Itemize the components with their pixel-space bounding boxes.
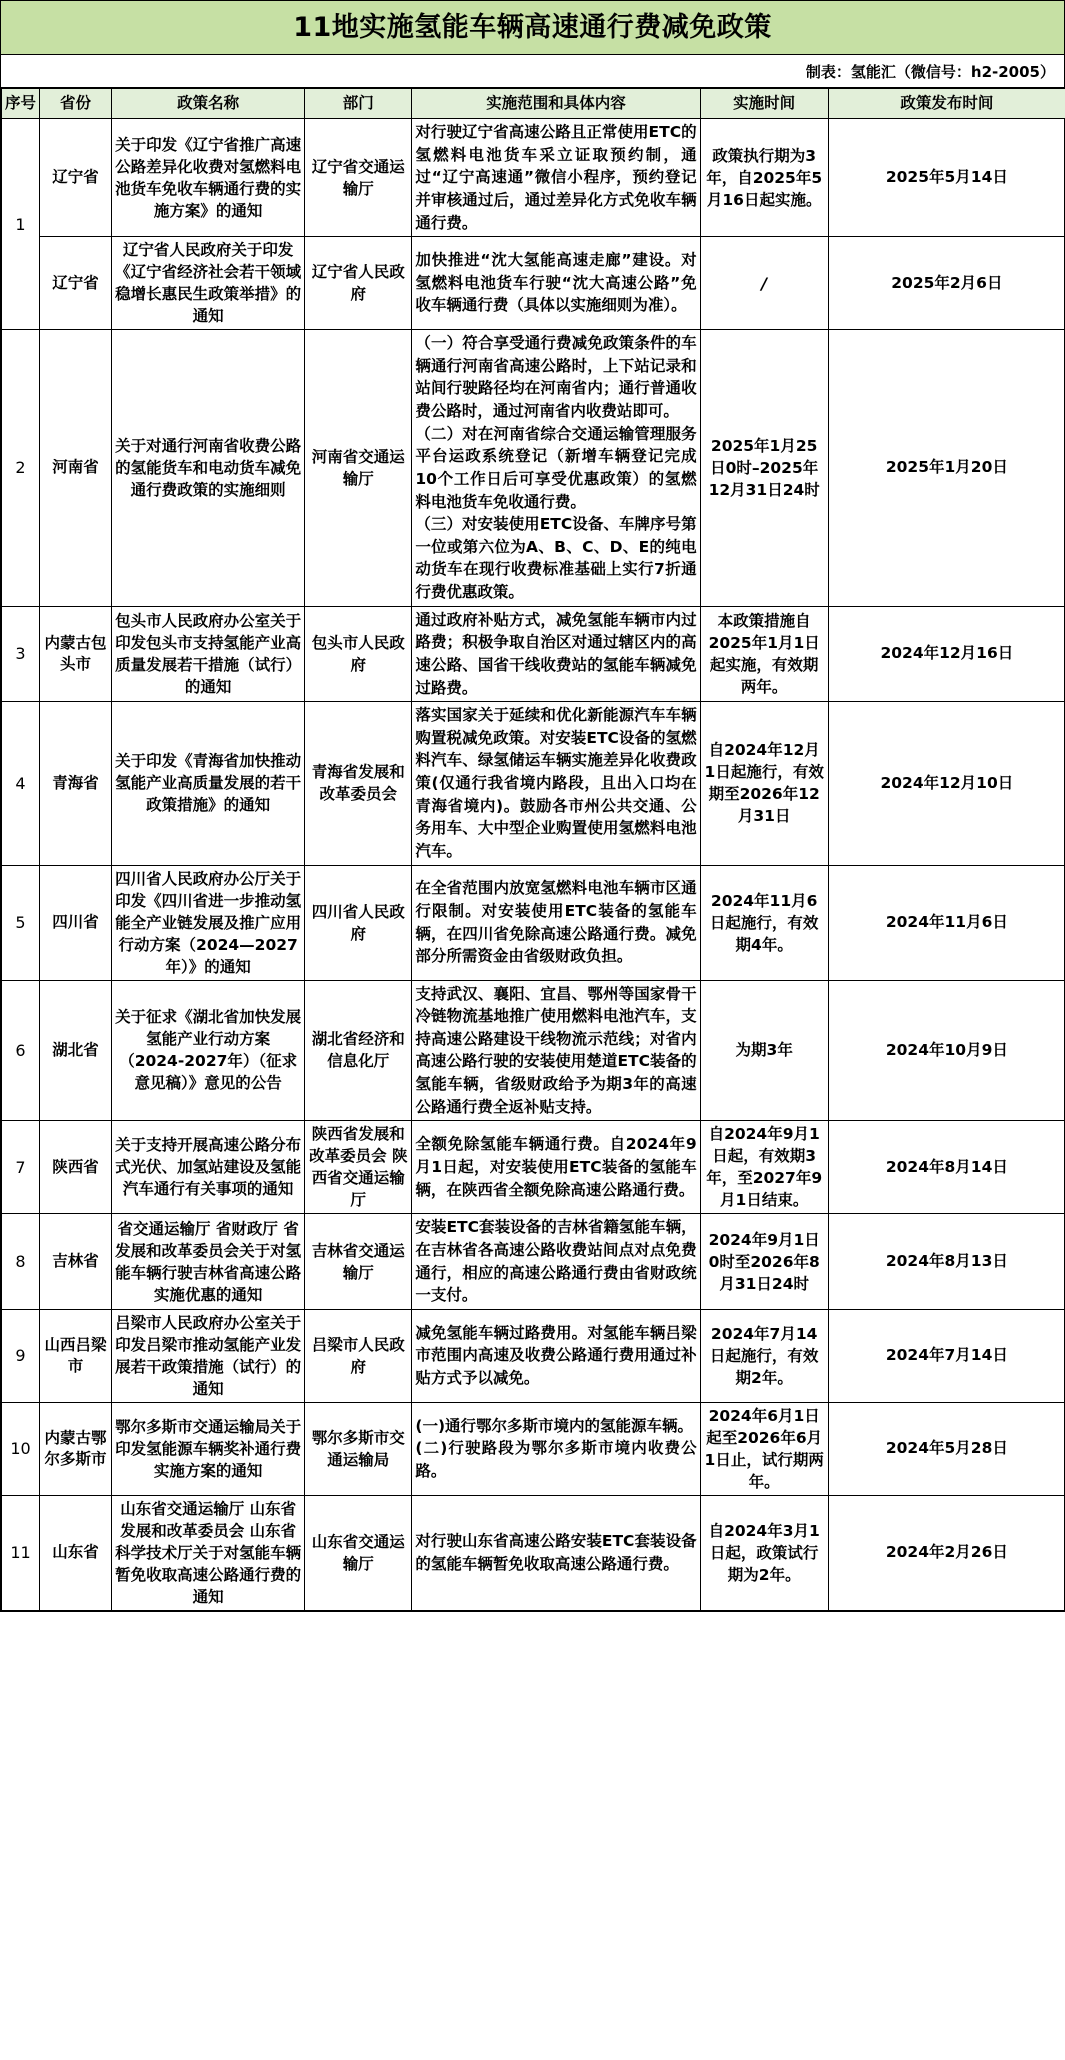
policy-table xyxy=(1,88,1065,1611)
cell-policy-name: 鄂尔多斯市交通运输局关于印发氢能源车辆奖补通行费实施方案的通知 xyxy=(112,1402,305,1495)
cell-province: 山西吕梁市 xyxy=(40,1309,112,1402)
cell-department: 河南省交通运输厅 xyxy=(305,330,412,607)
table-row xyxy=(2,119,1065,237)
cell-scope: 在全省范围内放宽氢燃料电池车辆市区通行限制。对安装使用ETC装备的氢能车辆，在四川省免除高速公路通行费。减免部分所需资金由省级财政负担。 xyxy=(412,865,700,980)
cell-policy-name: 辽宁省人民政府关于印发《辽宁省经济社会若干领域稳增长惠民生政策举措》的通知 xyxy=(112,237,305,330)
cell-publish: 2025年1月20日 xyxy=(828,330,1065,607)
cell-province: 四川省 xyxy=(40,865,112,980)
cell-index: 6 xyxy=(2,980,40,1121)
table-row xyxy=(2,702,1065,865)
cell-scope: 对行驶辽宁省高速公路且正常使用ETC的氢燃料电池货车采立证取预约制，通过“辽宁高速通”微信小程序，预约登记并审核通过后，通过差异化方式免收车辆通行费。 xyxy=(412,119,700,237)
cell-index: 4 xyxy=(2,702,40,865)
cell-policy-name: 省交通运输厅 省财政厅 省发展和改革委员会关于对氢能车辆行驶吉林省高速公路实施优惠的通知 xyxy=(112,1214,305,1310)
cell-scope: 对行驶山东省高速公路安装ETC套装设备的氢能车辆暂免收取高速公路通行费。 xyxy=(412,1495,700,1610)
cell-effective: 2024年9月1日0时至2026年8月31日24时 xyxy=(700,1214,828,1310)
cell-department: 吕梁市人民政府 xyxy=(305,1309,412,1402)
cell-scope: 支持武汉、襄阳、宜昌、鄂州等国家骨干冷链物流基地推广使用燃料电池汽车，支持高速公路建设干线物流示范线；对省内高速公路行驶的安装使用楚道ETC装备的氢能车辆，省级财政给予为期3年的高速公路通行费全返补贴支持。 xyxy=(412,980,700,1121)
table-row xyxy=(2,1495,1065,1610)
cell-department: 陕西省发展和改革委员会 陕西省交通运输厅 xyxy=(305,1121,412,1214)
cell-scope: 落实国家关于延续和优化新能源汽车车辆购置税减免政策。对安装ETC设备的氢燃料汽车、绿氢储运车辆实施差异化收费政策(仅通行我省境内路段，且出入口均在青海省境内)。鼓励各市州公共交通、公务用车、大中型企业购置使用氢燃料电池汽车。 xyxy=(412,702,700,865)
cell-index: 7 xyxy=(2,1121,40,1214)
cell-publish: 2024年12月16日 xyxy=(828,606,1065,702)
cell-scope: （一）符合享受通行费减免政策条件的车辆通行河南省高速公路时，上下站记录和站间行驶路径均在河南省内；通行普通收费公路时，通过河南省内收费站即可。 （二）对在河南省综合交通运输管理服务平台运政系统登记（新增车辆登记完成10个工作日后可享受优惠政策）的氢燃料电池货车免收通行费。 （三）对安装使用ETC设备、车牌序号第一位或第六位为A、B、C、D、E的纯电动货车在现行收费标准基础上实行7折通行费优惠政策。 xyxy=(412,330,700,607)
cell-scope: 加快推进“沈大氢能高速走廊”建设。对氢燃料电池货车行驶“沈大高速公路”免收车辆通行费（具体以实施细则为准）。 xyxy=(412,237,700,330)
credit-text: 制表：氢能汇（微信号：h2-2005） xyxy=(805,62,1055,81)
cell-scope: 通过政府补贴方式，减免氢能车辆市内过路费；积极争取自治区对通过辖区内的高速公路、国省干线收费站的氢能车辆减免过路费。 xyxy=(412,606,700,702)
cell-publish: 2024年11月6日 xyxy=(828,865,1065,980)
table-row xyxy=(2,865,1065,980)
cell-department: 鄂尔多斯市交通运输局 xyxy=(305,1402,412,1495)
column-header-policy-name: 政策名称 xyxy=(112,89,305,119)
cell-policy-name: 关于支持开展高速公路分布式光伏、加氢站建设及氢能汽车通行有关事项的通知 xyxy=(112,1121,305,1214)
cell-effective: 2025年1月25日0时–2025年12月31日24时 xyxy=(700,330,828,607)
table-row xyxy=(2,1309,1065,1402)
table-row xyxy=(2,330,1065,607)
table-row xyxy=(2,1402,1065,1495)
cell-effective: 本政策措施自2025年1月1日起实施，有效期两年。 xyxy=(700,606,828,702)
cell-index: 3 xyxy=(2,606,40,702)
cell-publish: 2024年7月14日 xyxy=(828,1309,1065,1402)
cell-department: 四川省人民政府 xyxy=(305,865,412,980)
header-row xyxy=(2,89,1065,119)
cell-effective: 自2024年12月1日起施行，有效期至2026年12月31日 xyxy=(700,702,828,865)
cell-province: 青海省 xyxy=(40,702,112,865)
cell-effective: 政策执行期为3年，自2025年5月16日起实施。 xyxy=(700,119,828,237)
cell-effective: 自2024年3月1日起，政策试行期为2年。 xyxy=(700,1495,828,1610)
cell-province: 陕西省 xyxy=(40,1121,112,1214)
cell-publish: 2024年8月14日 xyxy=(828,1121,1065,1214)
cell-province: 吉林省 xyxy=(40,1214,112,1310)
cell-index: 9 xyxy=(2,1309,40,1402)
cell-effective: 自2024年9月1日起，有效期3年，至2027年9月1日结束。 xyxy=(700,1121,828,1214)
cell-publish: 2024年2月26日 xyxy=(828,1495,1065,1610)
table-body xyxy=(2,119,1065,1611)
cell-index: 8 xyxy=(2,1214,40,1310)
cell-policy-name: 山东省交通运输厅 山东省发展和改革委员会 山东省科学技术厅关于对氢能车辆暂免收取高速公路通行费的通知 xyxy=(112,1495,305,1610)
cell-department: 包头市人民政府 xyxy=(305,606,412,702)
cell-index: 1 xyxy=(2,119,40,330)
cell-department: 湖北省经济和信息化厅 xyxy=(305,980,412,1121)
cell-publish: 2025年2月6日 xyxy=(828,237,1065,330)
cell-index: 11 xyxy=(2,1495,40,1610)
table-title-banner xyxy=(1,1,1064,55)
cell-scope: 安装ETC套装设备的吉林省籍氢能车辆，在吉林省各高速公路收费站间点对点免费通行，相应的高速公路通行费由省财政统一支付。 xyxy=(412,1214,700,1310)
cell-department: 辽宁省人民政府 xyxy=(305,237,412,330)
cell-province: 内蒙古包头市 xyxy=(40,606,112,702)
cell-policy-name: 包头市人民政府办公室关于印发包头市支持氢能产业高质量发展若干措施（试行）的通知 xyxy=(112,606,305,702)
cell-publish: 2024年12月10日 xyxy=(828,702,1065,865)
column-header-scope: 实施范围和具体内容 xyxy=(412,89,700,119)
credit-row xyxy=(1,55,1064,88)
column-header-province: 省份 xyxy=(40,89,112,119)
cell-effective: 为期3年 xyxy=(700,980,828,1121)
cell-effective: 2024年11月6日起施行，有效期4年。 xyxy=(700,865,828,980)
column-header-effective: 实施时间 xyxy=(700,89,828,119)
cell-province: 内蒙古鄂尔多斯市 xyxy=(40,1402,112,1495)
table-row xyxy=(2,1121,1065,1214)
cell-index: 2 xyxy=(2,330,40,607)
cell-province: 辽宁省 xyxy=(40,237,112,330)
cell-effective: 2024年7月14日起施行，有效期2年。 xyxy=(700,1309,828,1402)
column-header-index: 序号 xyxy=(2,89,40,119)
table-row xyxy=(2,1214,1065,1310)
cell-publish: 2024年5月28日 xyxy=(828,1402,1065,1495)
cell-scope: (一)通行鄂尔多斯市境内的氢能源车辆。 (二)行驶路段为鄂尔多斯市境内收费公路。 xyxy=(412,1402,700,1495)
cell-department: 辽宁省交通运输厅 xyxy=(305,119,412,237)
cell-policy-name: 关于印发《辽宁省推广高速公路差异化收费对氢燃料电池货车免收车辆通行费的实施方案》的通知 xyxy=(112,119,305,237)
cell-province: 河南省 xyxy=(40,330,112,607)
cell-province: 湖北省 xyxy=(40,980,112,1121)
cell-index: 10 xyxy=(2,1402,40,1495)
cell-effective: 2024年6月1日起至2026年6月1日止，试行期两年。 xyxy=(700,1402,828,1495)
cell-effective: / xyxy=(700,237,828,330)
cell-policy-name: 关于征求《湖北省加快发展氢能产业行动方案（2024-2027年）（征求意见稿）》意见的公告 xyxy=(112,980,305,1121)
cell-department: 山东省交通运输厅 xyxy=(305,1495,412,1610)
cell-policy-name: 四川省人民政府办公厅关于印发《四川省进一步推动氢能全产业链发展及推广应用行动方案（2024—2027年）》的通知 xyxy=(112,865,305,980)
table-row xyxy=(2,980,1065,1121)
cell-publish: 2024年8月13日 xyxy=(828,1214,1065,1310)
column-header-department: 部门 xyxy=(305,89,412,119)
cell-scope: 全额免除氢能车辆通行费。自2024年9月1日起，对安装使用ETC装备的氢能车辆，在陕西省全额免除高速公路通行费。 xyxy=(412,1121,700,1214)
cell-policy-name: 关于对通行河南省收费公路的氢能货车和电动货车减免通行费政策的实施细则 xyxy=(112,330,305,607)
page-title: 11地实施氢能车辆高速通行费减免政策 xyxy=(293,11,772,43)
cell-scope: 减免氢能车辆过路费用。对氢能车辆吕梁市范围内高速及收费公路通行费用通过补贴方式予以减免。 xyxy=(412,1309,700,1402)
cell-index: 5 xyxy=(2,865,40,980)
table-header xyxy=(2,89,1065,119)
cell-policy-name: 关于印发《青海省加快推动氢能产业高质量发展的若干政策措施》的通知 xyxy=(112,702,305,865)
cell-province: 辽宁省 xyxy=(40,119,112,237)
cell-department: 青海省发展和改革委员会 xyxy=(305,702,412,865)
table-row xyxy=(2,606,1065,702)
cell-policy-name: 吕梁市人民政府办公室关于印发吕梁市推动氢能产业发展若干政策措施（试行）的通知 xyxy=(112,1309,305,1402)
column-header-publish: 政策发布时间 xyxy=(828,89,1065,119)
cell-publish: 2024年10月9日 xyxy=(828,980,1065,1121)
cell-publish: 2025年5月14日 xyxy=(828,119,1065,237)
table-row xyxy=(2,237,1065,330)
cell-department: 吉林省交通运输厅 xyxy=(305,1214,412,1310)
cell-province: 山东省 xyxy=(40,1495,112,1610)
